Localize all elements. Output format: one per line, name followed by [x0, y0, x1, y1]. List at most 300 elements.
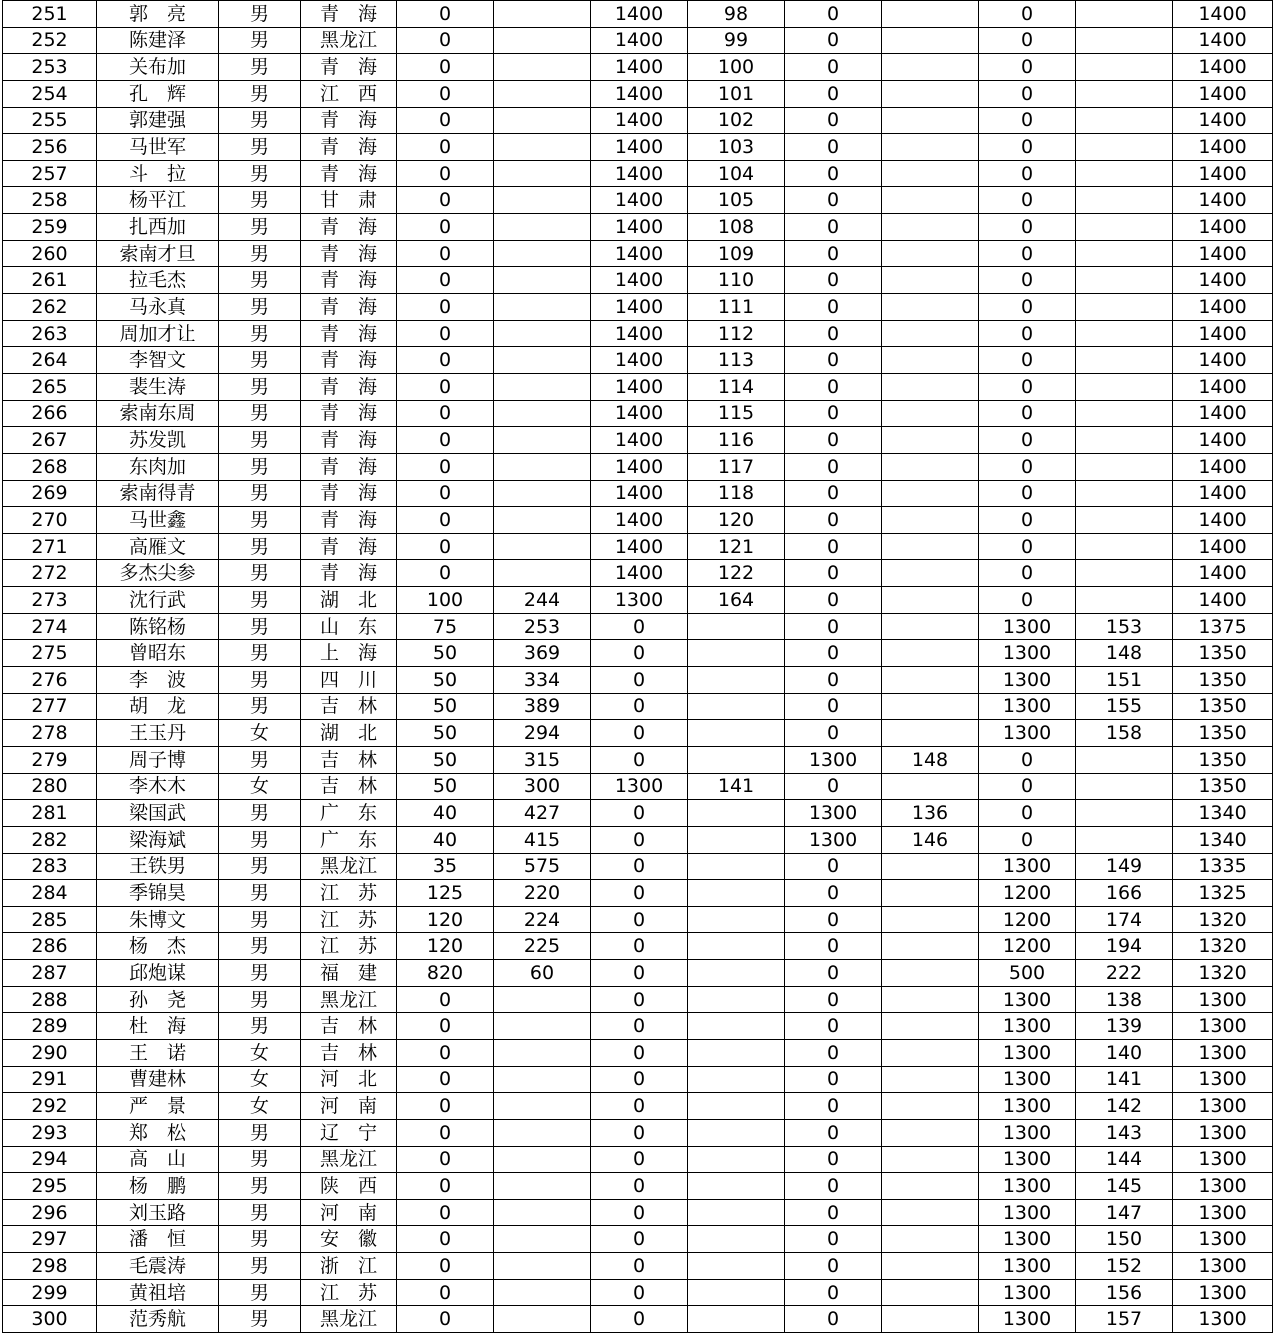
col-g-cell: 1300	[979, 1146, 1076, 1173]
province-cell: 青 海	[301, 453, 397, 480]
col-h-cell	[1076, 400, 1173, 427]
name-cell: 杨 鹏	[97, 1173, 219, 1200]
table-row	[3, 693, 1273, 720]
gender-cell: 男	[219, 187, 301, 214]
table-row	[3, 373, 1273, 400]
col-d-cell: 112	[688, 320, 785, 347]
name-cell: 郑 松	[97, 1119, 219, 1146]
province-cell: 青 海	[301, 427, 397, 454]
col-c-cell: 0	[591, 986, 688, 1013]
col-g-cell: 0	[979, 826, 1076, 853]
col-g-cell: 0	[979, 1, 1076, 28]
col-g-cell: 1300	[979, 1226, 1076, 1253]
rank-cell: 294	[3, 1146, 97, 1173]
name-cell: 索南得青	[97, 480, 219, 507]
col-b-cell: 334	[494, 667, 591, 694]
col-d-cell: 114	[688, 373, 785, 400]
col-d-cell	[688, 800, 785, 827]
table-row	[3, 1066, 1273, 1093]
col-g-cell: 0	[979, 480, 1076, 507]
col-f-cell: 146	[882, 826, 979, 853]
name-cell: 沈行武	[97, 587, 219, 614]
col-a-cell: 0	[397, 347, 494, 374]
col-f-cell	[882, 1039, 979, 1066]
col-e-cell: 1300	[785, 746, 882, 773]
rank-cell: 299	[3, 1279, 97, 1306]
col-e-cell: 0	[785, 613, 882, 640]
col-a-cell: 0	[397, 160, 494, 187]
col-b-cell	[494, 240, 591, 267]
col-a-cell: 0	[397, 560, 494, 587]
col-a-cell: 0	[397, 187, 494, 214]
col-c-cell: 1300	[591, 587, 688, 614]
table-row	[3, 640, 1273, 667]
col-c-cell: 0	[591, 1279, 688, 1306]
col-e-cell: 0	[785, 1066, 882, 1093]
col-f-cell	[882, 1199, 979, 1226]
col-h-cell: 147	[1076, 1199, 1173, 1226]
total-cell: 1350	[1173, 640, 1273, 667]
province-cell: 江 苏	[301, 906, 397, 933]
col-h-cell	[1076, 27, 1173, 54]
province-cell: 广 东	[301, 800, 397, 827]
col-c-cell: 0	[591, 906, 688, 933]
name-cell: 刘玉路	[97, 1199, 219, 1226]
col-b-cell	[494, 54, 591, 81]
col-e-cell: 0	[785, 480, 882, 507]
name-cell: 索南东周	[97, 400, 219, 427]
name-cell: 高雁文	[97, 533, 219, 560]
col-b-cell	[494, 134, 591, 161]
gender-cell: 男	[219, 880, 301, 907]
total-cell: 1400	[1173, 294, 1273, 321]
province-cell: 青 海	[301, 267, 397, 294]
rank-cell: 298	[3, 1253, 97, 1280]
rank-cell: 271	[3, 533, 97, 560]
col-b-cell: 224	[494, 906, 591, 933]
col-e-cell: 0	[785, 214, 882, 241]
col-c-cell: 0	[591, 880, 688, 907]
col-b-cell	[494, 214, 591, 241]
province-cell: 青 海	[301, 1, 397, 28]
name-cell: 季锦昊	[97, 880, 219, 907]
col-a-cell: 0	[397, 533, 494, 560]
col-g-cell: 0	[979, 587, 1076, 614]
col-e-cell: 0	[785, 187, 882, 214]
col-f-cell	[882, 347, 979, 374]
col-a-cell: 0	[397, 1039, 494, 1066]
total-cell: 1400	[1173, 267, 1273, 294]
col-g-cell: 0	[979, 294, 1076, 321]
col-d-cell	[688, 880, 785, 907]
col-g-cell: 1300	[979, 667, 1076, 694]
col-h-cell: 144	[1076, 1146, 1173, 1173]
gender-cell: 男	[219, 960, 301, 987]
gender-cell: 男	[219, 667, 301, 694]
total-cell: 1300	[1173, 1306, 1273, 1333]
province-cell: 河 北	[301, 1066, 397, 1093]
name-cell: 杨 杰	[97, 933, 219, 960]
col-c-cell: 1400	[591, 533, 688, 560]
col-e-cell: 0	[785, 267, 882, 294]
name-cell: 陈铭杨	[97, 613, 219, 640]
col-b-cell	[494, 1013, 591, 1040]
gender-cell: 男	[219, 800, 301, 827]
rank-cell: 297	[3, 1226, 97, 1253]
col-d-cell	[688, 1013, 785, 1040]
name-cell: 朱博文	[97, 906, 219, 933]
col-e-cell: 0	[785, 107, 882, 134]
col-f-cell	[882, 640, 979, 667]
province-cell: 青 海	[301, 400, 397, 427]
table-row	[3, 294, 1273, 321]
rank-cell: 300	[3, 1306, 97, 1333]
rank-cell: 286	[3, 933, 97, 960]
col-g-cell: 1300	[979, 613, 1076, 640]
col-e-cell: 0	[785, 453, 882, 480]
col-g-cell: 500	[979, 960, 1076, 987]
gender-cell: 男	[219, 587, 301, 614]
table-row	[3, 1199, 1273, 1226]
col-f-cell	[882, 667, 979, 694]
col-b-cell	[494, 1, 591, 28]
col-f-cell	[882, 373, 979, 400]
province-cell: 青 海	[301, 373, 397, 400]
col-h-cell: 142	[1076, 1093, 1173, 1120]
rank-cell: 266	[3, 400, 97, 427]
col-d-cell: 108	[688, 214, 785, 241]
province-cell: 黑龙江	[301, 1146, 397, 1173]
col-e-cell: 0	[785, 667, 882, 694]
col-a-cell: 75	[397, 613, 494, 640]
province-cell: 青 海	[301, 320, 397, 347]
table-row	[3, 134, 1273, 161]
col-c-cell: 1400	[591, 80, 688, 107]
col-h-cell: 155	[1076, 693, 1173, 720]
name-cell: 周加才让	[97, 320, 219, 347]
name-cell: 严 景	[97, 1093, 219, 1120]
col-h-cell: 143	[1076, 1119, 1173, 1146]
col-h-cell	[1076, 480, 1173, 507]
col-g-cell: 0	[979, 160, 1076, 187]
col-c-cell: 0	[591, 667, 688, 694]
col-e-cell: 0	[785, 134, 882, 161]
col-b-cell	[494, 533, 591, 560]
table-row	[3, 800, 1273, 827]
col-h-cell	[1076, 746, 1173, 773]
gender-cell: 男	[219, 613, 301, 640]
name-cell: 李木木	[97, 773, 219, 800]
total-cell: 1320	[1173, 906, 1273, 933]
name-cell: 孙 尧	[97, 986, 219, 1013]
col-b-cell	[494, 1039, 591, 1066]
col-d-cell	[688, 613, 785, 640]
gender-cell: 男	[219, 347, 301, 374]
gender-cell: 男	[219, 400, 301, 427]
col-e-cell: 0	[785, 54, 882, 81]
col-e-cell: 0	[785, 560, 882, 587]
total-cell: 1400	[1173, 134, 1273, 161]
col-g-cell: 0	[979, 400, 1076, 427]
col-d-cell	[688, 693, 785, 720]
total-cell: 1300	[1173, 1173, 1273, 1200]
col-h-cell: 194	[1076, 933, 1173, 960]
province-cell: 江 苏	[301, 933, 397, 960]
col-a-cell: 0	[397, 1, 494, 28]
col-g-cell: 0	[979, 373, 1076, 400]
table-row	[3, 27, 1273, 54]
col-h-cell	[1076, 1, 1173, 28]
rank-cell: 288	[3, 986, 97, 1013]
province-cell: 青 海	[301, 214, 397, 241]
col-c-cell: 0	[591, 1226, 688, 1253]
table-row	[3, 1119, 1273, 1146]
province-cell: 湖 北	[301, 720, 397, 747]
gender-cell: 男	[219, 214, 301, 241]
name-cell: 李智文	[97, 347, 219, 374]
table-row	[3, 107, 1273, 134]
name-cell: 高 山	[97, 1146, 219, 1173]
gender-cell: 男	[219, 267, 301, 294]
col-h-cell: 140	[1076, 1039, 1173, 1066]
col-e-cell: 0	[785, 1253, 882, 1280]
table-row	[3, 1173, 1273, 1200]
col-d-cell	[688, 667, 785, 694]
total-cell: 1320	[1173, 933, 1273, 960]
province-cell: 江 苏	[301, 880, 397, 907]
table-row	[3, 267, 1273, 294]
col-c-cell: 1400	[591, 453, 688, 480]
gender-cell: 男	[219, 1279, 301, 1306]
col-g-cell: 0	[979, 267, 1076, 294]
col-d-cell: 110	[688, 267, 785, 294]
col-a-cell: 0	[397, 1013, 494, 1040]
col-f-cell	[882, 560, 979, 587]
col-g-cell: 1300	[979, 693, 1076, 720]
col-f-cell	[882, 1306, 979, 1333]
col-f-cell	[882, 1146, 979, 1173]
total-cell: 1340	[1173, 800, 1273, 827]
col-e-cell: 0	[785, 1093, 882, 1120]
province-cell: 吉 林	[301, 1013, 397, 1040]
gender-cell: 女	[219, 1066, 301, 1093]
name-cell: 曹建林	[97, 1066, 219, 1093]
col-c-cell: 1400	[591, 373, 688, 400]
table-row	[3, 880, 1273, 907]
col-f-cell	[882, 1173, 979, 1200]
name-cell: 马永真	[97, 294, 219, 321]
total-cell: 1400	[1173, 1, 1273, 28]
rank-cell: 279	[3, 746, 97, 773]
province-cell: 河 南	[301, 1199, 397, 1226]
table-row	[3, 826, 1273, 853]
col-c-cell: 0	[591, 693, 688, 720]
col-h-cell	[1076, 294, 1173, 321]
province-cell: 青 海	[301, 560, 397, 587]
rank-cell: 287	[3, 960, 97, 987]
total-cell: 1300	[1173, 1253, 1273, 1280]
total-cell: 1340	[1173, 826, 1273, 853]
name-cell: 杜 海	[97, 1013, 219, 1040]
col-h-cell	[1076, 347, 1173, 374]
col-g-cell: 0	[979, 187, 1076, 214]
rank-cell: 284	[3, 880, 97, 907]
gender-cell: 男	[219, 134, 301, 161]
name-cell: 范秀航	[97, 1306, 219, 1333]
col-e-cell: 0	[785, 1226, 882, 1253]
name-cell: 梁海斌	[97, 826, 219, 853]
gender-cell: 男	[219, 373, 301, 400]
name-cell: 马世军	[97, 134, 219, 161]
province-cell: 安 徽	[301, 1226, 397, 1253]
gender-cell: 男	[219, 1306, 301, 1333]
col-d-cell: 116	[688, 427, 785, 454]
col-h-cell: 150	[1076, 1226, 1173, 1253]
col-f-cell	[882, 427, 979, 454]
province-cell: 江 西	[301, 80, 397, 107]
col-b-cell	[494, 480, 591, 507]
province-cell: 青 海	[301, 294, 397, 321]
col-f-cell	[882, 933, 979, 960]
col-e-cell: 0	[785, 880, 882, 907]
name-cell: 东肉加	[97, 453, 219, 480]
col-g-cell: 0	[979, 80, 1076, 107]
col-d-cell	[688, 1093, 785, 1120]
table-row	[3, 214, 1273, 241]
table-row	[3, 986, 1273, 1013]
col-a-cell: 0	[397, 453, 494, 480]
total-cell: 1400	[1173, 587, 1273, 614]
col-a-cell: 0	[397, 1199, 494, 1226]
col-d-cell: 120	[688, 507, 785, 534]
rank-cell: 258	[3, 187, 97, 214]
col-c-cell: 1400	[591, 240, 688, 267]
province-cell: 上 海	[301, 640, 397, 667]
gender-cell: 男	[219, 27, 301, 54]
rank-cell: 267	[3, 427, 97, 454]
col-e-cell: 0	[785, 720, 882, 747]
total-cell: 1400	[1173, 320, 1273, 347]
col-c-cell: 0	[591, 1199, 688, 1226]
total-cell: 1400	[1173, 533, 1273, 560]
col-c-cell: 0	[591, 1066, 688, 1093]
col-h-cell	[1076, 773, 1173, 800]
col-g-cell: 1300	[979, 1039, 1076, 1066]
col-c-cell: 1400	[591, 560, 688, 587]
col-f-cell	[882, 1, 979, 28]
col-f-cell	[882, 533, 979, 560]
col-h-cell: 174	[1076, 906, 1173, 933]
col-f-cell	[882, 613, 979, 640]
col-g-cell: 0	[979, 54, 1076, 81]
col-a-cell: 50	[397, 773, 494, 800]
col-f-cell	[882, 1226, 979, 1253]
col-e-cell: 0	[785, 587, 882, 614]
col-a-cell: 0	[397, 1093, 494, 1120]
col-g-cell: 1300	[979, 1066, 1076, 1093]
col-f-cell	[882, 773, 979, 800]
name-cell: 苏发凯	[97, 427, 219, 454]
col-b-cell	[494, 1199, 591, 1226]
col-c-cell: 0	[591, 853, 688, 880]
table-row	[3, 347, 1273, 374]
rank-cell: 275	[3, 640, 97, 667]
col-c-cell: 0	[591, 613, 688, 640]
col-g-cell: 0	[979, 560, 1076, 587]
gender-cell: 男	[219, 560, 301, 587]
col-b-cell	[494, 1093, 591, 1120]
total-cell: 1300	[1173, 1066, 1273, 1093]
col-h-cell	[1076, 134, 1173, 161]
gender-cell: 男	[219, 533, 301, 560]
col-f-cell	[882, 507, 979, 534]
col-e-cell: 1300	[785, 800, 882, 827]
col-g-cell: 0	[979, 427, 1076, 454]
col-a-cell: 0	[397, 1146, 494, 1173]
rank-cell: 274	[3, 613, 97, 640]
rank-cell: 268	[3, 453, 97, 480]
rank-cell: 281	[3, 800, 97, 827]
col-d-cell	[688, 826, 785, 853]
col-e-cell: 0	[785, 1306, 882, 1333]
col-d-cell	[688, 1039, 785, 1066]
table-row	[3, 507, 1273, 534]
gender-cell: 男	[219, 80, 301, 107]
table-row	[3, 427, 1273, 454]
total-cell: 1400	[1173, 373, 1273, 400]
province-cell: 江 苏	[301, 1279, 397, 1306]
col-f-cell: 136	[882, 800, 979, 827]
table-row	[3, 320, 1273, 347]
col-c-cell: 0	[591, 746, 688, 773]
col-a-cell: 0	[397, 507, 494, 534]
gender-cell: 男	[219, 933, 301, 960]
col-h-cell	[1076, 507, 1173, 534]
col-h-cell: 145	[1076, 1173, 1173, 1200]
col-d-cell: 102	[688, 107, 785, 134]
col-a-cell: 0	[397, 1119, 494, 1146]
name-cell: 胡 龙	[97, 693, 219, 720]
col-b-cell	[494, 347, 591, 374]
rank-cell: 295	[3, 1173, 97, 1200]
col-d-cell: 113	[688, 347, 785, 374]
gender-cell: 男	[219, 1199, 301, 1226]
gender-cell: 男	[219, 906, 301, 933]
col-c-cell: 1400	[591, 294, 688, 321]
col-h-cell: 149	[1076, 853, 1173, 880]
province-cell: 福 建	[301, 960, 397, 987]
total-cell: 1400	[1173, 507, 1273, 534]
col-a-cell: 0	[397, 1226, 494, 1253]
col-h-cell	[1076, 107, 1173, 134]
name-cell: 王玉丹	[97, 720, 219, 747]
gender-cell: 男	[219, 507, 301, 534]
gender-cell: 男	[219, 480, 301, 507]
col-c-cell: 0	[591, 1306, 688, 1333]
col-b-cell	[494, 267, 591, 294]
total-cell: 1300	[1173, 1093, 1273, 1120]
table-row	[3, 667, 1273, 694]
rank-cell: 285	[3, 906, 97, 933]
total-cell: 1350	[1173, 667, 1273, 694]
col-c-cell: 1400	[591, 320, 688, 347]
col-a-cell: 0	[397, 427, 494, 454]
table-row	[3, 54, 1273, 81]
col-e-cell: 0	[785, 347, 882, 374]
col-d-cell	[688, 746, 785, 773]
col-a-cell: 50	[397, 746, 494, 773]
col-a-cell: 40	[397, 800, 494, 827]
